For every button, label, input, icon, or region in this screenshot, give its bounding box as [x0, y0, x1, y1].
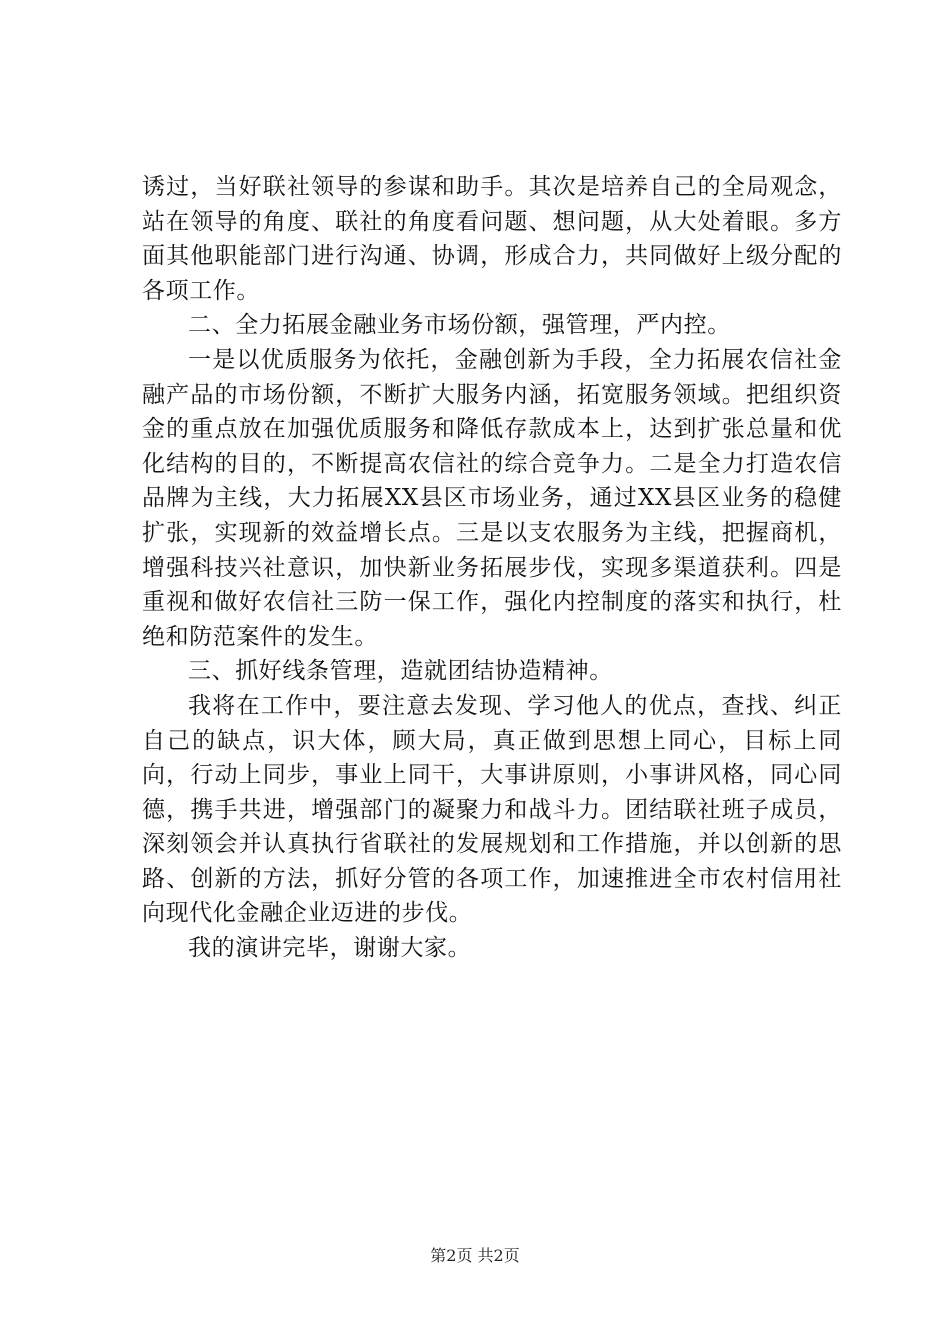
paragraph-5: 我将在工作中，要注意去发现、学习他人的优点，查找、纠正自己的缺点，识大体，顾大局，真正做到思想上同心，目标上同向，行动上同步，事业上同干，大事讲原则，小事讲风格，同心同德，携手共进，增强部门的凝聚力和战斗力。团结联社班子成员，深刻领会并认真执行省联社的发展规划和工作措施，并以创新的思路、创新的方法，抓好分管的各项工作，加速推进全市农村信用社向现代化金融企业迈进的步伐。	[142, 692, 842, 927]
paragraph-1: 诱过，当好联社领导的参谋和助手。其次是培养自己的全局观念，站在领导的角度、联社的角度看问题、想问题，从大处着眼。多方面其他职能部门进行沟通、协调，形成合力，共同做好上级分配的各项工作。	[142, 174, 842, 304]
paragraph-3: 一是以优质服务为依托，金融创新为手段，全力拓展农信社金融产品的市场份额，不断扩大服务内涵，拓宽服务领域。把组织资金的重点放在加强优质服务和降低存款成本上，达到扩张总量和优化结构的目的，不断提高农信社的综合竞争力。二是全力打造农信品牌为主线，大力拓展XX县区市场业务，通过XX县区业务的稳健扩张，实现新的效益增长点。三是以支农服务为主线，把握商机，增强科技兴社意识，加快新业务拓展步伐，实现多渠道获利。四是重视和做好农信社三防一保工作，强化内控制度的落实和执行，杜绝和防范案件的发生。	[142, 346, 842, 650]
document-body	[142, 170, 842, 966]
section-heading-2: 二、全力拓展金融业务市场份额，强管理，严内控。	[188, 312, 731, 339]
section-heading-3: 三、抓好线条管理，造就团结协造精神。	[188, 658, 613, 685]
page-footer: 第2页 共2页	[430, 1246, 520, 1265]
closing-paragraph: 我的演讲完毕，谢谢大家。	[188, 935, 472, 962]
